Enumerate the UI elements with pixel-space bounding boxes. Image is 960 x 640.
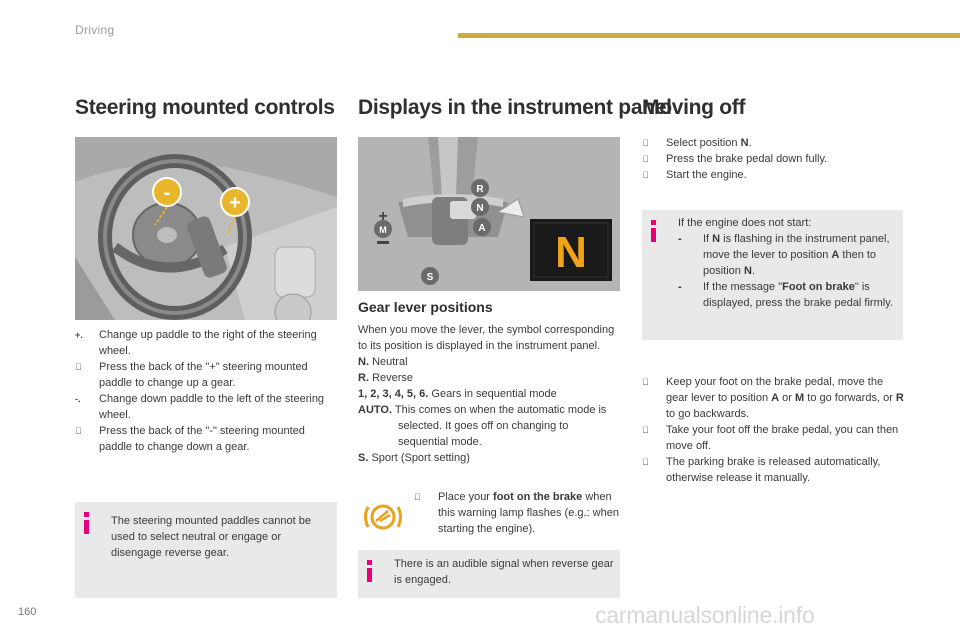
- list-item: Press the brake pedal down fully.: [642, 151, 904, 167]
- info-box-engine-not-start: If the engine does not start: - If N is flashing in the instrument panel, move the lever to position A then to position N. - If the message "Foot on brake" is displayed, press the brake pedal firmly.: [642, 210, 903, 340]
- svg-text:N: N: [476, 203, 484, 214]
- moving-off-steps: [642, 135, 904, 183]
- list-item: - If N is flashing in the instrument panel, move the lever to position A then to position N.: [678, 233, 890, 277]
- checkbox-bullet-icon: [642, 422, 649, 438]
- heading-steering-mounted-controls: Steering mounted controls: [75, 96, 335, 119]
- svg-text:M: M: [379, 225, 387, 235]
- brake-lamp-instruction: Place your foot on the brake when this warning lamp flashes (e.g.: when starting the engine).: [414, 489, 620, 537]
- position-item: 1, 2, 3, 4, 5, 6. Gears in sequential mode: [358, 388, 557, 400]
- page-number: 160: [18, 606, 37, 618]
- svg-text:A: A: [478, 223, 486, 234]
- info-icon: [84, 520, 89, 534]
- svg-text:R: R: [476, 184, 484, 195]
- info-icon: [651, 228, 656, 242]
- checkbox-bullet-icon: [75, 359, 82, 375]
- svg-text:S: S: [426, 272, 434, 283]
- list-item: Keep your foot on the brake pedal, move the gear lever to position A or M to go forwards, or R to go backwards.: [642, 374, 904, 422]
- position-item: S. Sport (Sport setting): [358, 452, 470, 464]
- checkbox-bullet-icon: [642, 151, 649, 167]
- watermark: carmanualsonline.info: [595, 602, 815, 628]
- info-box-reverse-signal: There is an audible signal when reverse gear is engaged.: [358, 550, 620, 598]
- brake-warning-lamp-icon: [362, 501, 404, 533]
- list-item: Press the back of the "+" steering mounted paddle to change up a gear.: [75, 359, 337, 391]
- info-icon: [367, 568, 372, 582]
- checkbox-bullet-icon: [642, 454, 649, 470]
- svg-text:-: -: [163, 182, 171, 204]
- list-item: Start the engine.: [642, 167, 904, 183]
- position-item: AUTO. This comes on when the automatic mode is selected. It goes off on changing to sequential mode.: [358, 404, 607, 448]
- list-item: - If the message "Foot on brake" is displayed, press the brake pedal firmly.: [678, 281, 893, 309]
- list-item: Select position N.: [642, 135, 904, 151]
- info-box-paddles: The steering mounted paddles cannot be used to select neutral or engage or disengage reverse gear.: [75, 502, 337, 598]
- checkbox-bullet-icon: [642, 135, 649, 151]
- position-item: R. Reverse: [358, 372, 414, 384]
- checkbox-bullet-icon: [642, 374, 649, 390]
- instrument-display-letter: N: [555, 228, 587, 277]
- list-item: Press the back of the "-" steering mounted paddle to change down a gear.: [75, 423, 337, 455]
- gear-lever-figure: [358, 137, 620, 291]
- gear-positions-text: When you move the lever, the symbol corresponding to its position is displayed in the instrument panel. N. Neutral R. Reverse 1, 2, 3, 4, 5, 6. Gears in sequential mode AUTO. This comes on when the automatic mode is selected. It goes off on changing to sequential mode. S. Sport (Sport setting): [358, 322, 620, 466]
- checkbox-bullet-icon: [642, 167, 649, 183]
- checkbox-bullet-icon: [75, 423, 82, 439]
- checkbox-bullet-icon: [414, 489, 421, 505]
- steering-controls-list: [75, 327, 337, 455]
- header-accent-bar: [458, 33, 960, 38]
- steering-wheel-figure: [75, 137, 337, 320]
- list-item: The parking brake is released automatically, otherwise release it manually.: [642, 454, 904, 486]
- heading-gear-lever-positions: Gear lever positions: [358, 299, 493, 315]
- list-item: +. Change up paddle to the right of the steering wheel.: [75, 329, 317, 357]
- list-item: -. Change down paddle to the left of the steering wheel.: [75, 393, 325, 421]
- svg-text:+: +: [229, 192, 241, 214]
- svg-text:+: +: [378, 208, 388, 225]
- moving-off-steps-2: [642, 374, 904, 486]
- heading-displays-instrument-panel: Displays in the instrument panel: [358, 96, 672, 119]
- heading-moving-off: Moving off: [642, 96, 746, 119]
- section-title: Driving: [75, 23, 115, 37]
- position-item: N. Neutral: [358, 356, 408, 368]
- list-item: Take your foot off the brake pedal, you can then move off.: [642, 422, 904, 454]
